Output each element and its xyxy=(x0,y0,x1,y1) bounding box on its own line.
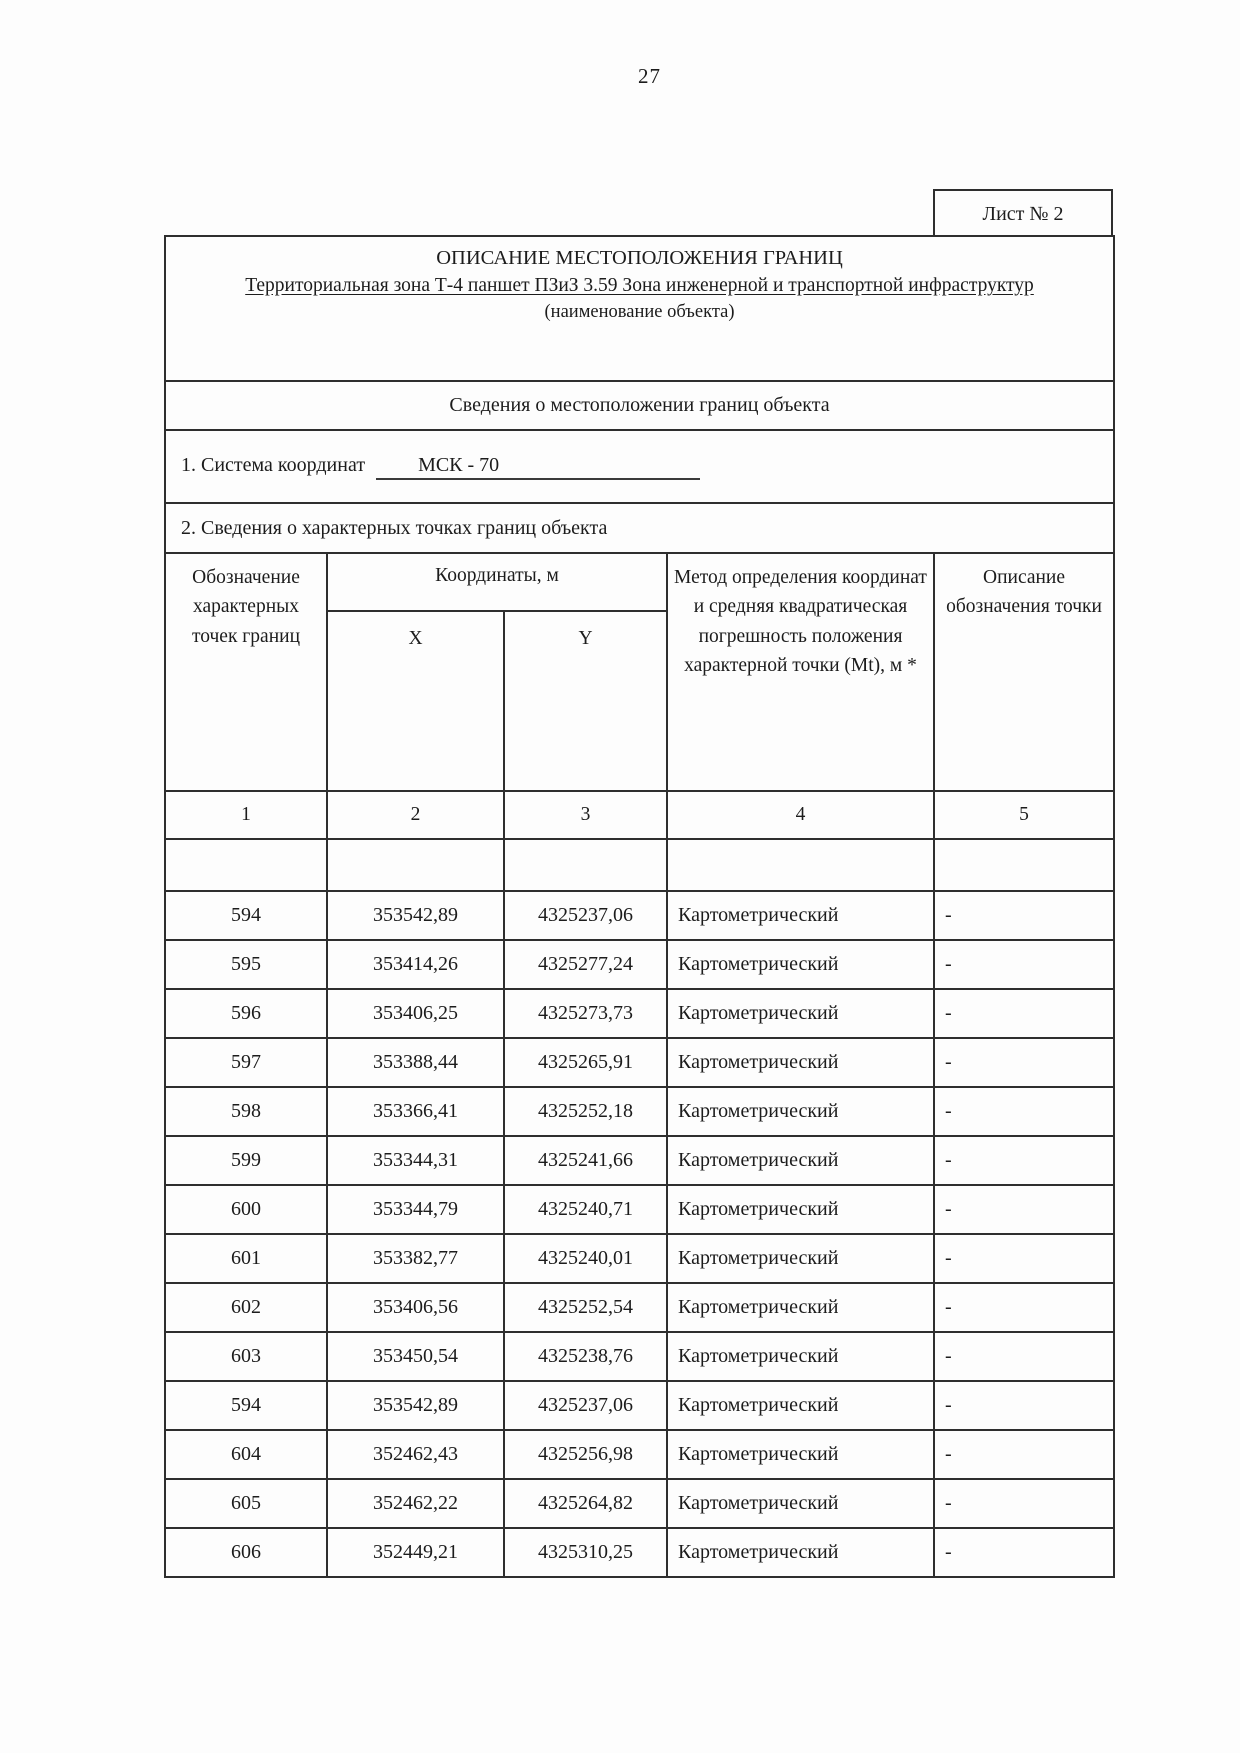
method-cell: Картометрический xyxy=(667,1185,934,1234)
y-cell: 4325264,82 xyxy=(504,1479,667,1528)
x-cell: 353388,44 xyxy=(327,1038,504,1087)
point-cell: 598 xyxy=(165,1087,327,1136)
coord-system-cell xyxy=(165,430,1114,503)
section2-heading-row xyxy=(165,503,1114,553)
table-row xyxy=(165,1136,1114,1185)
column-number: 2 xyxy=(327,791,504,839)
x-cell: 353542,89 xyxy=(327,891,504,940)
y-cell: 4325252,18 xyxy=(504,1087,667,1136)
table-row xyxy=(165,1234,1114,1283)
x-cell: 353450,54 xyxy=(327,1332,504,1381)
column-number: 1 xyxy=(165,791,327,839)
desc-cell: - xyxy=(934,1430,1114,1479)
y-cell: 4325277,24 xyxy=(504,940,667,989)
spacer-cell xyxy=(667,839,934,891)
table-row xyxy=(165,1381,1114,1430)
point-cell: 606 xyxy=(165,1528,327,1577)
desc-cell: - xyxy=(934,891,1114,940)
column-numbers-row xyxy=(165,791,1114,839)
desc-cell: - xyxy=(934,1381,1114,1430)
header-method: Метод определения координат и средняя квадратическая погрешность положения характерной точки (Mt), м * xyxy=(667,553,934,791)
point-cell: 600 xyxy=(165,1185,327,1234)
x-cell: 352449,21 xyxy=(327,1528,504,1577)
y-cell: 4325273,73 xyxy=(504,989,667,1038)
desc-cell: - xyxy=(934,1283,1114,1332)
x-cell: 353366,41 xyxy=(327,1087,504,1136)
section1-heading: Сведения о местоположении границ объекта xyxy=(165,381,1114,430)
section2-heading: 2. Сведения о характерных точках границ объекта xyxy=(165,503,1114,553)
column-number: 5 xyxy=(934,791,1114,839)
x-cell: 353382,77 xyxy=(327,1234,504,1283)
section1-heading-row xyxy=(165,381,1114,430)
method-cell: Картометрический xyxy=(667,891,934,940)
desc-cell: - xyxy=(934,989,1114,1038)
sheet-number-label: Лист № 2 xyxy=(982,202,1064,225)
method-cell: Картометрический xyxy=(667,1283,934,1332)
x-cell: 352462,22 xyxy=(327,1479,504,1528)
desc-cell: - xyxy=(934,1038,1114,1087)
y-cell: 4325256,98 xyxy=(504,1430,667,1479)
point-cell: 604 xyxy=(165,1430,327,1479)
y-cell: 4325240,01 xyxy=(504,1234,667,1283)
object-name-caption: (наименование объекта) xyxy=(544,302,735,323)
y-cell: 4325237,06 xyxy=(504,891,667,940)
method-cell: Картометрический xyxy=(667,1528,934,1577)
table-row xyxy=(165,1038,1114,1087)
method-cell: Картометрический xyxy=(667,1136,934,1185)
header-coordinates: Координаты, м xyxy=(327,553,667,611)
title-row xyxy=(165,236,1114,381)
header-point: Обозначение характерных точек границ xyxy=(165,553,327,791)
table-row xyxy=(165,891,1114,940)
spacer-cell xyxy=(327,839,504,891)
spacer-row xyxy=(165,839,1114,891)
desc-cell: - xyxy=(934,1185,1114,1234)
method-cell: Картометрический xyxy=(667,1430,934,1479)
table-row xyxy=(165,1479,1114,1528)
table-row xyxy=(165,1087,1114,1136)
spacer-cell xyxy=(934,839,1114,891)
x-cell: 353542,89 xyxy=(327,1381,504,1430)
y-cell: 4325252,54 xyxy=(504,1283,667,1332)
table-row xyxy=(165,940,1114,989)
coord-system-row xyxy=(165,430,1114,503)
method-cell: Картометрический xyxy=(667,1381,934,1430)
column-number: 3 xyxy=(504,791,667,839)
table-row xyxy=(165,1283,1114,1332)
desc-cell: - xyxy=(934,1528,1114,1577)
y-cell: 4325241,66 xyxy=(504,1136,667,1185)
header-x: X xyxy=(327,611,504,791)
point-cell: 594 xyxy=(165,1381,327,1430)
table-row xyxy=(165,989,1114,1038)
object-name: Территориальная зона Т-4 паншет ПЗиЗ 3.59 Зона инженерной и транспортной инфраструктур xyxy=(245,275,1034,296)
x-cell: 352462,43 xyxy=(327,1430,504,1479)
desc-cell: - xyxy=(934,1087,1114,1136)
title-cell xyxy=(165,236,1114,381)
coord-system-label: 1. Система координат xyxy=(181,453,366,476)
method-cell: Картометрический xyxy=(667,1087,934,1136)
method-cell: Картометрический xyxy=(667,1038,934,1087)
point-cell: 597 xyxy=(165,1038,327,1087)
point-cell: 599 xyxy=(165,1136,327,1185)
column-number: 4 xyxy=(667,791,934,839)
y-cell: 4325237,06 xyxy=(504,1381,667,1430)
spacer-cell xyxy=(165,839,327,891)
coord-system-value: МСК - 70 xyxy=(418,453,500,476)
header-description: Описание обозначения точки xyxy=(934,553,1114,791)
spacer-cell xyxy=(504,839,667,891)
desc-cell: - xyxy=(934,1136,1114,1185)
boundary-description-table xyxy=(164,235,1115,1578)
x-cell: 353406,56 xyxy=(327,1283,504,1332)
coord-system-field xyxy=(376,454,700,480)
x-cell: 353344,31 xyxy=(327,1136,504,1185)
table-row xyxy=(165,1528,1114,1577)
point-cell: 603 xyxy=(165,1332,327,1381)
page-number: 27 xyxy=(638,64,661,88)
x-cell: 353344,79 xyxy=(327,1185,504,1234)
method-cell: Картометрический xyxy=(667,940,934,989)
desc-cell: - xyxy=(934,1234,1114,1283)
method-cell: Картометрический xyxy=(667,1332,934,1381)
point-cell: 602 xyxy=(165,1283,327,1332)
point-cell: 596 xyxy=(165,989,327,1038)
y-cell: 4325310,25 xyxy=(504,1528,667,1577)
point-cell: 594 xyxy=(165,891,327,940)
table-row xyxy=(165,1430,1114,1479)
point-cell: 601 xyxy=(165,1234,327,1283)
point-cell: 595 xyxy=(165,940,327,989)
x-cell: 353414,26 xyxy=(327,940,504,989)
x-cell: 353406,25 xyxy=(327,989,504,1038)
y-cell: 4325265,91 xyxy=(504,1038,667,1087)
document-title: ОПИСАНИЕ МЕСТОПОЛОЖЕНИЯ ГРАНИЦ xyxy=(436,247,843,269)
y-cell: 4325240,71 xyxy=(504,1185,667,1234)
point-cell: 605 xyxy=(165,1479,327,1528)
y-cell: 4325238,76 xyxy=(504,1332,667,1381)
desc-cell: - xyxy=(934,1479,1114,1528)
method-cell: Картометрический xyxy=(667,989,934,1038)
desc-cell: - xyxy=(934,940,1114,989)
method-cell: Картометрический xyxy=(667,1479,934,1528)
desc-cell: - xyxy=(934,1332,1114,1381)
header-y: Y xyxy=(504,611,667,791)
table-header-row xyxy=(165,553,1114,611)
table-row xyxy=(165,1332,1114,1381)
sheet-number-box xyxy=(933,189,1113,237)
table-row xyxy=(165,1185,1114,1234)
method-cell: Картометрический xyxy=(667,1234,934,1283)
